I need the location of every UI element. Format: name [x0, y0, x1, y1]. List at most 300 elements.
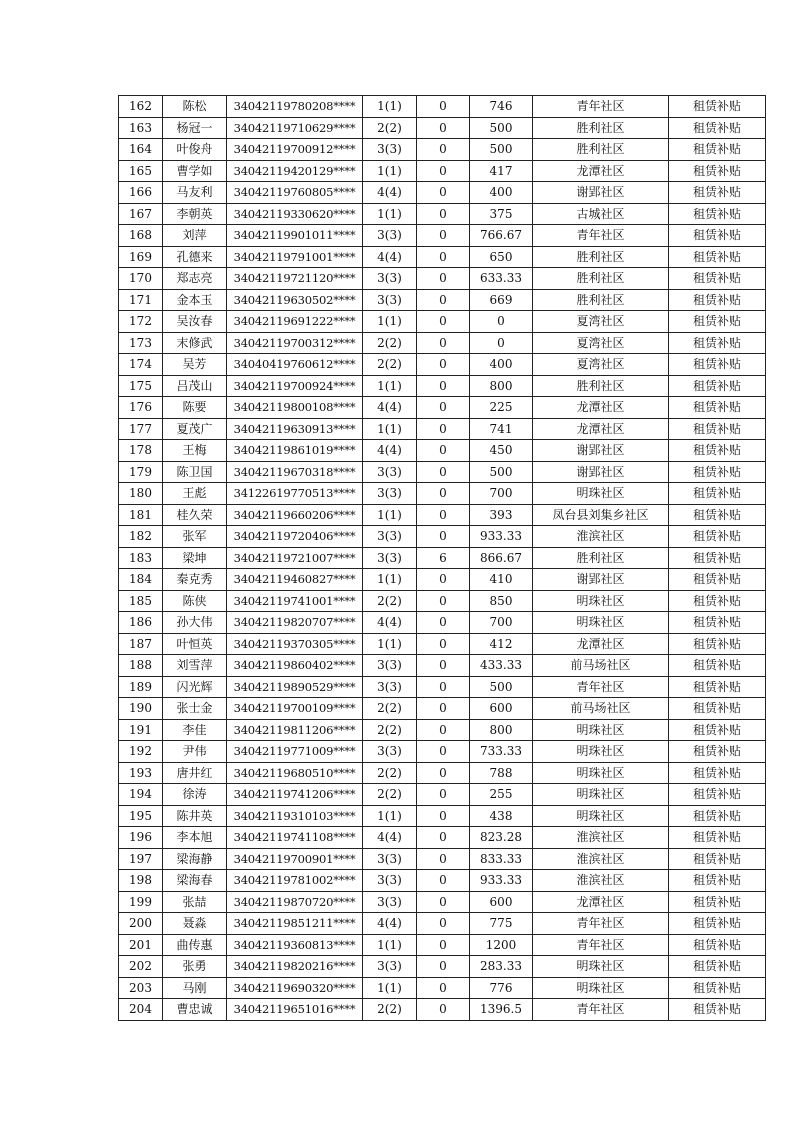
income-value: 0 — [417, 440, 470, 462]
income-value: 0 — [417, 784, 470, 806]
id-number: 34042119860402**** — [227, 655, 363, 677]
applicant-name: 徐涛 — [163, 784, 227, 806]
subsidy-type: 租赁补贴 — [669, 719, 766, 741]
table-row — [119, 96, 766, 118]
household-size: 1(1) — [363, 96, 417, 118]
income-value: 0 — [417, 96, 470, 118]
household-size: 3(3) — [363, 547, 417, 569]
id-number: 34042119721007**** — [227, 547, 363, 569]
row-number: 192 — [119, 741, 163, 763]
id-number: 34042119700901**** — [227, 848, 363, 870]
subsidy-amount: 417 — [470, 160, 533, 182]
subsidy-type: 租赁补贴 — [669, 870, 766, 892]
row-number: 189 — [119, 676, 163, 698]
income-value: 0 — [417, 461, 470, 483]
subsidy-amount: 500 — [470, 676, 533, 698]
income-value: 0 — [417, 805, 470, 827]
applicant-name: 末修武 — [163, 332, 227, 354]
subsidy-amount: 0 — [470, 332, 533, 354]
subsidy-type: 租赁补贴 — [669, 655, 766, 677]
applicant-name: 陈侠 — [163, 590, 227, 612]
id-number: 34042119710629**** — [227, 117, 363, 139]
subsidy-type: 租赁补贴 — [669, 698, 766, 720]
row-number: 182 — [119, 526, 163, 548]
household-size: 3(3) — [363, 956, 417, 978]
subsidy-type: 租赁补贴 — [669, 375, 766, 397]
row-number: 197 — [119, 848, 163, 870]
income-value: 0 — [417, 934, 470, 956]
income-value: 0 — [417, 741, 470, 763]
table-row — [119, 547, 766, 569]
row-number: 169 — [119, 246, 163, 268]
subsidy-table — [118, 95, 766, 1021]
community-name: 龙潭社区 — [533, 891, 669, 913]
household-size: 3(3) — [363, 848, 417, 870]
subsidy-type: 租赁补贴 — [669, 289, 766, 311]
row-number: 193 — [119, 762, 163, 784]
community-name: 明珠社区 — [533, 590, 669, 612]
row-number: 176 — [119, 397, 163, 419]
table-row — [119, 160, 766, 182]
household-size: 3(3) — [363, 139, 417, 161]
subsidy-type: 租赁补贴 — [669, 676, 766, 698]
table-row — [119, 590, 766, 612]
row-number: 175 — [119, 375, 163, 397]
row-number: 179 — [119, 461, 163, 483]
community-name: 明珠社区 — [533, 784, 669, 806]
row-number: 186 — [119, 612, 163, 634]
community-name: 夏湾社区 — [533, 311, 669, 333]
applicant-name: 张士金 — [163, 698, 227, 720]
community-name: 凤台县刘集乡社区 — [533, 504, 669, 526]
community-name: 青年社区 — [533, 913, 669, 935]
household-size: 4(4) — [363, 827, 417, 849]
income-value: 0 — [417, 139, 470, 161]
applicant-name: 孔德来 — [163, 246, 227, 268]
table-row — [119, 203, 766, 225]
community-name: 谢郢社区 — [533, 569, 669, 591]
community-name: 青年社区 — [533, 225, 669, 247]
applicant-name: 马友利 — [163, 182, 227, 204]
income-value: 0 — [417, 246, 470, 268]
id-number: 34042119760805**** — [227, 182, 363, 204]
row-number: 201 — [119, 934, 163, 956]
row-number: 167 — [119, 203, 163, 225]
subsidy-type: 租赁补贴 — [669, 354, 766, 376]
household-size: 3(3) — [363, 676, 417, 698]
applicant-name: 曲传惠 — [163, 934, 227, 956]
income-value: 0 — [417, 698, 470, 720]
subsidy-amount: 283.33 — [470, 956, 533, 978]
subsidy-amount: 775 — [470, 913, 533, 935]
id-number: 34040419760612**** — [227, 354, 363, 376]
subsidy-type: 租赁补贴 — [669, 590, 766, 612]
table-row — [119, 354, 766, 376]
row-number: 188 — [119, 655, 163, 677]
table-row — [119, 848, 766, 870]
id-number: 34042119630502**** — [227, 289, 363, 311]
table-row — [119, 418, 766, 440]
table-row — [119, 440, 766, 462]
income-value: 0 — [417, 762, 470, 784]
applicant-name: 聂淼 — [163, 913, 227, 935]
id-number: 34042119820707**** — [227, 612, 363, 634]
id-number: 34042119360813**** — [227, 934, 363, 956]
household-size: 2(2) — [363, 117, 417, 139]
applicant-name: 王梅 — [163, 440, 227, 462]
id-number: 34042119721120**** — [227, 268, 363, 290]
applicant-name: 张喆 — [163, 891, 227, 913]
community-name: 谢郢社区 — [533, 461, 669, 483]
subsidy-amount: 433.33 — [470, 655, 533, 677]
household-size: 1(1) — [363, 569, 417, 591]
id-number: 34042119741001**** — [227, 590, 363, 612]
applicant-name: 陈松 — [163, 96, 227, 118]
id-number: 34042119791001**** — [227, 246, 363, 268]
applicant-name: 曹学如 — [163, 160, 227, 182]
subsidy-amount: 438 — [470, 805, 533, 827]
subsidy-amount: 833.33 — [470, 848, 533, 870]
applicant-name: 李朝英 — [163, 203, 227, 225]
household-size: 3(3) — [363, 741, 417, 763]
community-name: 明珠社区 — [533, 977, 669, 999]
row-number: 184 — [119, 569, 163, 591]
id-number: 34042119771009**** — [227, 741, 363, 763]
row-number: 181 — [119, 504, 163, 526]
household-size: 3(3) — [363, 655, 417, 677]
household-size: 1(1) — [363, 805, 417, 827]
income-value: 0 — [417, 913, 470, 935]
row-number: 163 — [119, 117, 163, 139]
id-number: 34042119851211**** — [227, 913, 363, 935]
table-row — [119, 741, 766, 763]
subsidy-amount: 800 — [470, 375, 533, 397]
id-number: 34042119741206**** — [227, 784, 363, 806]
table-row — [119, 655, 766, 677]
table-row — [119, 504, 766, 526]
applicant-name: 陈要 — [163, 397, 227, 419]
income-value: 0 — [417, 526, 470, 548]
subsidy-type: 租赁补贴 — [669, 891, 766, 913]
subsidy-amount: 788 — [470, 762, 533, 784]
id-number: 34042119670318**** — [227, 461, 363, 483]
applicant-name: 刘雪萍 — [163, 655, 227, 677]
income-value: 0 — [417, 612, 470, 634]
table-row — [119, 827, 766, 849]
row-number: 187 — [119, 633, 163, 655]
row-number: 200 — [119, 913, 163, 935]
income-value: 0 — [417, 160, 470, 182]
applicant-name: 吕茂山 — [163, 375, 227, 397]
income-value: 0 — [417, 225, 470, 247]
subsidy-amount: 500 — [470, 139, 533, 161]
community-name: 明珠社区 — [533, 956, 669, 978]
subsidy-amount: 933.33 — [470, 870, 533, 892]
household-size: 4(4) — [363, 440, 417, 462]
subsidy-type: 租赁补贴 — [669, 827, 766, 849]
table-row — [119, 268, 766, 290]
community-name: 前马场社区 — [533, 655, 669, 677]
community-name: 龙潭社区 — [533, 397, 669, 419]
table-row — [119, 956, 766, 978]
household-size: 2(2) — [363, 332, 417, 354]
table-row — [119, 719, 766, 741]
table-row — [119, 461, 766, 483]
table-row — [119, 698, 766, 720]
subsidy-type: 租赁补贴 — [669, 805, 766, 827]
income-value: 0 — [417, 311, 470, 333]
subsidy-type: 租赁补贴 — [669, 332, 766, 354]
subsidy-amount: 866.67 — [470, 547, 533, 569]
applicant-name: 秦克秀 — [163, 569, 227, 591]
household-size: 3(3) — [363, 461, 417, 483]
household-size: 1(1) — [363, 504, 417, 526]
subsidy-amount: 700 — [470, 612, 533, 634]
table-row — [119, 934, 766, 956]
applicant-name: 王彪 — [163, 483, 227, 505]
table-row — [119, 289, 766, 311]
community-name: 谢郢社区 — [533, 440, 669, 462]
subsidy-type: 租赁补贴 — [669, 913, 766, 935]
subsidy-type: 租赁补贴 — [669, 203, 766, 225]
row-number: 194 — [119, 784, 163, 806]
row-number: 191 — [119, 719, 163, 741]
id-number: 34042119691222**** — [227, 311, 363, 333]
household-size: 4(4) — [363, 246, 417, 268]
row-number: 162 — [119, 96, 163, 118]
income-value: 0 — [417, 999, 470, 1021]
community-name: 胜利社区 — [533, 268, 669, 290]
table-row — [119, 375, 766, 397]
household-size: 1(1) — [363, 160, 417, 182]
household-size: 4(4) — [363, 612, 417, 634]
community-name: 淮滨社区 — [533, 870, 669, 892]
row-number: 170 — [119, 268, 163, 290]
subsidy-type: 租赁补贴 — [669, 934, 766, 956]
row-number: 199 — [119, 891, 163, 913]
subsidy-type: 租赁补贴 — [669, 246, 766, 268]
id-number: 34042119700109**** — [227, 698, 363, 720]
applicant-name: 吴芳 — [163, 354, 227, 376]
subsidy-amount: 225 — [470, 397, 533, 419]
community-name: 青年社区 — [533, 999, 669, 1021]
row-number: 185 — [119, 590, 163, 612]
subsidy-amount: 500 — [470, 117, 533, 139]
subsidy-amount: 600 — [470, 891, 533, 913]
subsidy-amount: 746 — [470, 96, 533, 118]
applicant-name: 叶俊舟 — [163, 139, 227, 161]
applicant-name: 刘萍 — [163, 225, 227, 247]
subsidy-amount: 650 — [470, 246, 533, 268]
id-number: 34042119890529**** — [227, 676, 363, 698]
id-number: 34042119700312**** — [227, 332, 363, 354]
row-number: 195 — [119, 805, 163, 827]
income-value: 0 — [417, 719, 470, 741]
id-number: 34042119780208**** — [227, 96, 363, 118]
row-number: 172 — [119, 311, 163, 333]
applicant-name: 杨冠一 — [163, 117, 227, 139]
id-number: 34042119811206**** — [227, 719, 363, 741]
community-name: 青年社区 — [533, 934, 669, 956]
income-value: 0 — [417, 569, 470, 591]
household-size: 1(1) — [363, 633, 417, 655]
applicant-name: 梁海春 — [163, 870, 227, 892]
subsidy-type: 租赁补贴 — [669, 977, 766, 999]
subsidy-type: 租赁补贴 — [669, 418, 766, 440]
table-row — [119, 397, 766, 419]
income-value: 0 — [417, 977, 470, 999]
community-name: 淮滨社区 — [533, 827, 669, 849]
income-value: 0 — [417, 117, 470, 139]
subsidy-amount: 823.28 — [470, 827, 533, 849]
income-value: 0 — [417, 590, 470, 612]
household-size: 1(1) — [363, 203, 417, 225]
subsidy-amount: 1396.5 — [470, 999, 533, 1021]
community-name: 胜利社区 — [533, 289, 669, 311]
household-size: 4(4) — [363, 182, 417, 204]
income-value: 0 — [417, 504, 470, 526]
table-row — [119, 891, 766, 913]
household-size: 3(3) — [363, 870, 417, 892]
income-value: 6 — [417, 547, 470, 569]
community-name: 胜利社区 — [533, 117, 669, 139]
applicant-name: 金本玉 — [163, 289, 227, 311]
household-size: 4(4) — [363, 913, 417, 935]
community-name: 明珠社区 — [533, 741, 669, 763]
table-row — [119, 332, 766, 354]
household-size: 1(1) — [363, 934, 417, 956]
household-size: 1(1) — [363, 418, 417, 440]
income-value: 0 — [417, 956, 470, 978]
row-number: 164 — [119, 139, 163, 161]
community-name: 夏湾社区 — [533, 354, 669, 376]
table-row — [119, 225, 766, 247]
table-row — [119, 805, 766, 827]
subsidy-type: 租赁补贴 — [669, 461, 766, 483]
household-size: 1(1) — [363, 977, 417, 999]
row-number: 180 — [119, 483, 163, 505]
id-number: 34122619770513**** — [227, 483, 363, 505]
id-number: 34042119460827**** — [227, 569, 363, 591]
household-size: 3(3) — [363, 526, 417, 548]
income-value: 0 — [417, 182, 470, 204]
subsidy-type: 租赁补贴 — [669, 612, 766, 634]
community-name: 淮滨社区 — [533, 848, 669, 870]
applicant-name: 闪光辉 — [163, 676, 227, 698]
subsidy-type: 租赁补贴 — [669, 762, 766, 784]
applicant-name: 陈卫国 — [163, 461, 227, 483]
table-row — [119, 784, 766, 806]
income-value: 0 — [417, 268, 470, 290]
income-value: 0 — [417, 676, 470, 698]
income-value: 0 — [417, 633, 470, 655]
table-row — [119, 117, 766, 139]
community-name: 前马场社区 — [533, 698, 669, 720]
table-row — [119, 977, 766, 999]
row-number: 190 — [119, 698, 163, 720]
table-row — [119, 633, 766, 655]
subsidy-amount: 375 — [470, 203, 533, 225]
subsidy-amount: 850 — [470, 590, 533, 612]
applicant-name: 曹忠诚 — [163, 999, 227, 1021]
applicant-name: 郑志亮 — [163, 268, 227, 290]
subsidy-type: 租赁补贴 — [669, 504, 766, 526]
subsidy-amount: 400 — [470, 182, 533, 204]
subsidy-amount: 450 — [470, 440, 533, 462]
community-name: 明珠社区 — [533, 612, 669, 634]
household-size: 3(3) — [363, 483, 417, 505]
id-number: 34042119901011**** — [227, 225, 363, 247]
applicant-name: 吴汝春 — [163, 311, 227, 333]
subsidy-type: 租赁补贴 — [669, 440, 766, 462]
household-size: 2(2) — [363, 354, 417, 376]
applicant-name: 尹伟 — [163, 741, 227, 763]
table-row — [119, 139, 766, 161]
household-size: 2(2) — [363, 762, 417, 784]
row-number: 166 — [119, 182, 163, 204]
id-number: 34042119370305**** — [227, 633, 363, 655]
row-number: 204 — [119, 999, 163, 1021]
subsidy-type: 租赁补贴 — [669, 848, 766, 870]
row-number: 177 — [119, 418, 163, 440]
subsidy-amount: 412 — [470, 633, 533, 655]
subsidy-amount: 933.33 — [470, 526, 533, 548]
subsidy-amount: 393 — [470, 504, 533, 526]
applicant-name: 唐井红 — [163, 762, 227, 784]
community-name: 淮滨社区 — [533, 526, 669, 548]
income-value: 0 — [417, 418, 470, 440]
income-value: 0 — [417, 354, 470, 376]
row-number: 168 — [119, 225, 163, 247]
income-value: 0 — [417, 289, 470, 311]
subsidy-type: 租赁补贴 — [669, 268, 766, 290]
community-name: 明珠社区 — [533, 719, 669, 741]
row-number: 196 — [119, 827, 163, 849]
table-row — [119, 762, 766, 784]
household-size: 1(1) — [363, 375, 417, 397]
id-number: 34042119741108**** — [227, 827, 363, 849]
subsidy-amount: 633.33 — [470, 268, 533, 290]
id-number: 34042119651016**** — [227, 999, 363, 1021]
id-number: 34042119861019**** — [227, 440, 363, 462]
applicant-name: 李佳 — [163, 719, 227, 741]
community-name: 青年社区 — [533, 676, 669, 698]
table-row — [119, 246, 766, 268]
household-size: 3(3) — [363, 268, 417, 290]
household-size: 2(2) — [363, 999, 417, 1021]
applicant-name: 梁海静 — [163, 848, 227, 870]
community-name: 胜利社区 — [533, 139, 669, 161]
subsidy-amount: 776 — [470, 977, 533, 999]
subsidy-type: 租赁补贴 — [669, 397, 766, 419]
community-name: 谢郢社区 — [533, 182, 669, 204]
table-row — [119, 870, 766, 892]
id-number: 34042119660206**** — [227, 504, 363, 526]
id-number: 34042119700924**** — [227, 375, 363, 397]
household-size: 4(4) — [363, 397, 417, 419]
income-value: 0 — [417, 483, 470, 505]
household-size: 3(3) — [363, 225, 417, 247]
subsidy-type: 租赁补贴 — [669, 741, 766, 763]
community-name: 明珠社区 — [533, 483, 669, 505]
id-number: 34042119630913**** — [227, 418, 363, 440]
household-size: 2(2) — [363, 719, 417, 741]
table-body — [119, 96, 766, 1021]
subsidy-amount: 733.33 — [470, 741, 533, 763]
id-number: 34042119781002**** — [227, 870, 363, 892]
subsidy-type: 租赁补贴 — [669, 96, 766, 118]
table-row — [119, 569, 766, 591]
